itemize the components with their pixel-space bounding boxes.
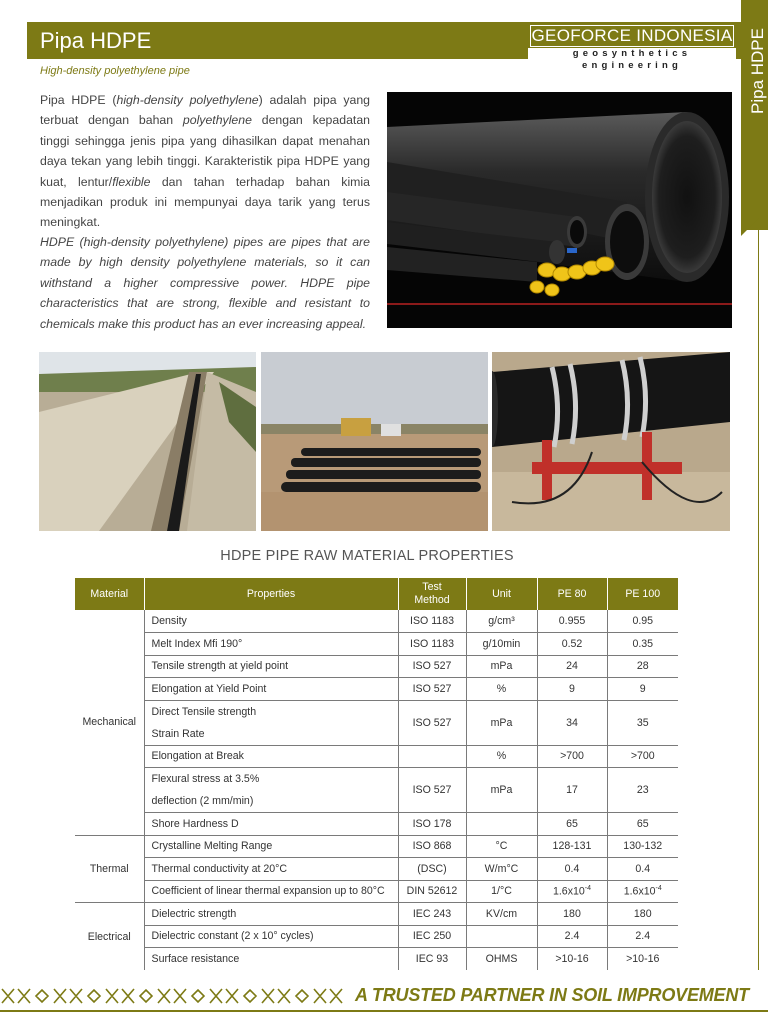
cell-pe80: 0.955	[537, 610, 607, 633]
cell-pe100: 180	[607, 903, 678, 926]
cell-pe100: 0.35	[607, 633, 678, 656]
cell-pe100: 28	[607, 655, 678, 678]
cell-unit: g/cm³	[466, 610, 537, 633]
page-subtitle: High-density polyethylene pipe	[40, 65, 190, 77]
col-header-unit: Unit	[466, 578, 537, 610]
cell-pe80: 0.52	[537, 633, 607, 656]
cell-method: (DSC)	[398, 858, 466, 881]
table-title: HDPE PIPE RAW MATERIAL PROPERTIES	[220, 548, 514, 564]
table-row	[75, 948, 678, 971]
cell-pe80: $1.6x10^{-4}$	[537, 880, 607, 903]
col-header-properties: Properties	[144, 578, 398, 610]
cell-method	[398, 745, 466, 768]
cell-method: IEC 243	[398, 903, 466, 926]
cell-pe80: 34	[537, 700, 607, 745]
cell-method: ISO 527	[398, 700, 466, 745]
cell-pe100: 9	[607, 678, 678, 701]
cell-unit: mPa	[466, 700, 537, 745]
table-row	[75, 768, 678, 813]
cell-method: ISO 868	[398, 835, 466, 858]
cell-method: ISO 178	[398, 813, 466, 836]
cell-method: ISO 527	[398, 678, 466, 701]
cell-unit: g/10min	[466, 633, 537, 656]
intro-paragraph-id: Pipa HDPE (high-density polyethylene) adalah pipa yang terbuat dengan bahan polyethylene dengan kepadatan tinggi sehingga jenis pipa yang dihasilkan dapat menahan daya tekan yang lebih tinggi. Karakteristik pipa HDPE yang kuat, lentur/flexible dan tahan terhadap bahan kimia menjadikan produk ini mempunyai daya tarik yang terus meningkat.	[40, 93, 371, 230]
col-header-test-method: Test Method	[398, 578, 466, 610]
brand-logo: GEOFORCE INDONESIA	[531, 26, 733, 45]
cell-unit: OHMS	[466, 948, 537, 971]
cell-property: Thermal conductivity at 20°C	[144, 858, 398, 881]
cell-property: Dielectric strength	[144, 903, 398, 926]
cell-property: Flexural stress at 3.5% deflection (2 mm/min)	[144, 768, 398, 813]
cell-pe80: 65	[537, 813, 607, 836]
cell-property: Density	[144, 610, 398, 633]
cell-pe80: 9	[537, 678, 607, 701]
cell-property: Crystalline Melting Range	[144, 835, 398, 858]
properties-table	[75, 578, 678, 970]
cell-pe100: 23	[607, 768, 678, 813]
side-tab-notch	[741, 218, 759, 236]
cell-method: DIN 52612	[398, 880, 466, 903]
cell-pe100: 2.4	[607, 925, 678, 948]
cell-unit: %	[466, 745, 537, 768]
table-row	[75, 745, 678, 768]
table-header-row	[75, 578, 678, 610]
cell-property: Shore Hardness D	[144, 813, 398, 836]
table-row	[75, 880, 678, 903]
cell-method: ISO 1183	[398, 610, 466, 633]
cell-pe80: >700	[537, 745, 607, 768]
cell-property: Surface resistance	[144, 948, 398, 971]
group-mechanical: Mechanical	[75, 610, 144, 835]
footer-pattern-ornament	[0, 986, 360, 1006]
cell-property: Tensile strength at yield point	[144, 655, 398, 678]
cell-pe100: 65	[607, 813, 678, 836]
table-row	[75, 925, 678, 948]
cell-unit: mPa	[466, 655, 537, 678]
page-title: Pipa HDPE	[40, 28, 152, 53]
cell-pe80: 2.4	[537, 925, 607, 948]
cell-property: Melt Index Mfi 190°	[144, 633, 398, 656]
trench-photo	[39, 352, 256, 531]
cell-unit: KV/cm	[466, 903, 537, 926]
table-row	[75, 858, 678, 881]
cell-method: ISO 527	[398, 655, 466, 678]
table-row	[75, 813, 678, 836]
cell-pe80: 17	[537, 768, 607, 813]
side-tab-label: Pipa HDPE	[748, 28, 767, 114]
cell-property: Dielectric constant (2 x 10° cycles)	[144, 925, 398, 948]
cell-unit	[466, 813, 537, 836]
table-row	[75, 655, 678, 678]
cell-pe80: 24	[537, 655, 607, 678]
side-border-line	[758, 230, 759, 970]
table-row	[75, 610, 678, 633]
cell-pe100: 35	[607, 700, 678, 745]
pipe-welding-photo	[492, 352, 730, 531]
cell-unit: mPa	[466, 768, 537, 813]
table-row	[75, 633, 678, 656]
brand-tagline: geosynthetics engineering	[528, 48, 736, 60]
col-header-pe80: PE 80	[537, 578, 607, 610]
cell-property: Elongation at Yield Point	[144, 678, 398, 701]
intro-paragraph-en: HDPE (high-density polyethylene) pipes are pipes that are made by high density polyethylene materials, so it can withstand a higher compressive power. HDPE pipe characteristics that are strong, flexible and resistant to chemicals make this product has an ever increasing appeal.	[40, 235, 370, 331]
cell-pe80: 0.4	[537, 858, 607, 881]
cell-method: ISO 527	[398, 768, 466, 813]
construction-site-photo	[261, 352, 488, 531]
cell-pe80: 128-131	[537, 835, 607, 858]
group-thermal: Thermal	[75, 835, 144, 903]
cell-unit	[466, 925, 537, 948]
cell-unit: 1/°C	[466, 880, 537, 903]
table-row	[75, 678, 678, 701]
cell-method: IEC 250	[398, 925, 466, 948]
col-header-material: Material	[75, 578, 144, 610]
cell-pe80: 180	[537, 903, 607, 926]
cell-pe100: 130-132	[607, 835, 678, 858]
cell-pe100: >700	[607, 745, 678, 768]
cell-method: IEC 93	[398, 948, 466, 971]
cell-unit: %	[466, 678, 537, 701]
table-row	[75, 700, 678, 745]
cell-unit: W/m°C	[466, 858, 537, 881]
cell-unit: °C	[466, 835, 537, 858]
cell-property: Direct Tensile strength Strain Rate	[144, 700, 398, 745]
col-header-pe100: PE 100	[607, 578, 678, 610]
cell-method: ISO 1183	[398, 633, 466, 656]
cell-pe100: 0.95	[607, 610, 678, 633]
hdpe-pipes-photo	[387, 92, 732, 328]
footer-slogan: A TRUSTED PARTNER IN SOIL IMPROVEMENT	[355, 985, 749, 1005]
cell-pe100: 0.4	[607, 858, 678, 881]
cell-property: Elongation at Break	[144, 745, 398, 768]
cell-pe80: >10-16	[537, 948, 607, 971]
table-row	[75, 903, 678, 926]
cell-pe100: $1.6x10^{-4}$	[607, 880, 678, 903]
table-row	[75, 835, 678, 858]
cell-pe100: >10-16	[626, 953, 660, 965]
cell-property: Coefficient of linear thermal expansion up to 80°C	[144, 880, 398, 903]
footer-line	[0, 1010, 768, 1012]
group-electrical: Electrical	[75, 903, 144, 971]
